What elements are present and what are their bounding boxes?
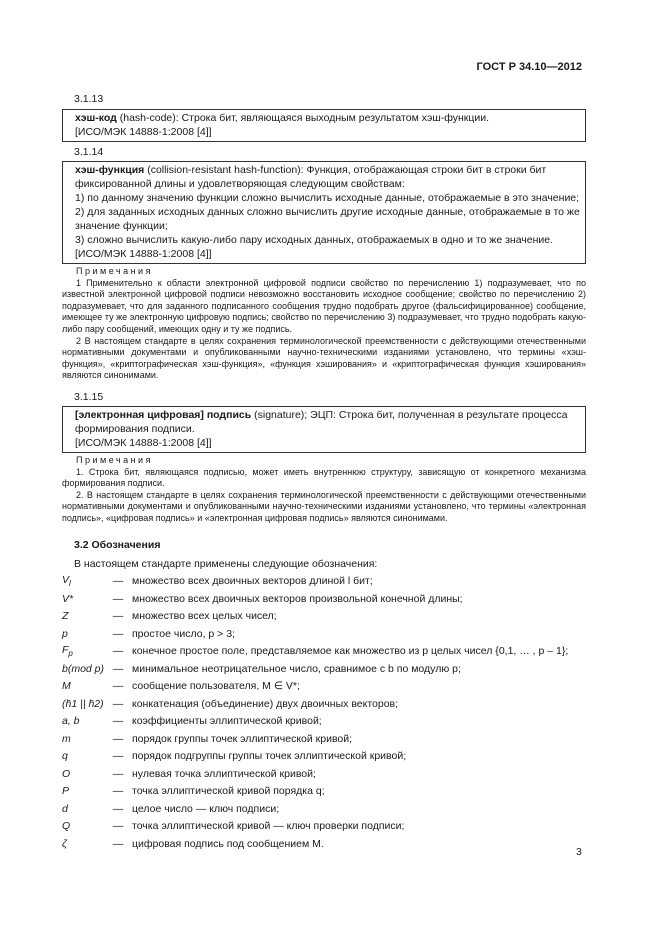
symbol-description: минимальное неотрицательное число, сравнимое с b по модулю p;: [132, 662, 461, 675]
dash: —: [112, 767, 124, 780]
symbol-description: множество всех двоичных векторов длиной l бит;: [132, 575, 373, 588]
symbol-text: q: [62, 750, 68, 763]
term-signature: [электронная цифровая] подпись: [75, 408, 252, 421]
term-hash-function: хэш-функция: [75, 164, 145, 176]
symbol-row: [62, 678, 568, 696]
symbol: [62, 748, 104, 766]
symbol-text: V*: [62, 592, 74, 605]
section-heading: 3.2 Обозначения: [74, 538, 161, 551]
term-box-signature: [62, 406, 586, 453]
symbol-description: коэффициенты эллиптической кривой;: [132, 715, 322, 728]
symbol-row: [62, 590, 568, 608]
symbol: [62, 818, 104, 836]
symbol-text: m: [62, 732, 71, 745]
symbol-description: множество всех двоичных векторов произвольной конечной длины;: [132, 592, 463, 605]
symbol-description: сообщение пользователя, M ∈ V*;: [132, 680, 300, 693]
symbol-text: Z: [62, 610, 69, 623]
dash: —: [112, 820, 124, 833]
symbol: [62, 590, 104, 608]
term-reference: [ИСО/МЭК 14888-1:2008 [4]]: [75, 248, 212, 260]
symbol-row: [62, 748, 568, 766]
note-2: 2 В настоящем стандарте в целях сохранения терминологической преемственности с действующими отечественными нормативными документами и опубликованными научно-техническими изданиями установлено, что термины «хэш-функция», «криптографическая хэш-функция», «функция хэширования» и «криптографическая функция хэширования» являются синонимами.: [62, 335, 586, 381]
symbol: [62, 713, 104, 731]
symbol: [62, 660, 104, 678]
document-header: ГОСТ Р 34.10—2012: [476, 61, 582, 73]
symbol-description: точка эллиптической кривой — ключ проверки подписи;: [132, 820, 405, 833]
property-3: 3) сложно вычислить какую-либо пару исходных данных, отображаемых в одно и то же значение.: [75, 234, 554, 246]
symbol-text: P: [62, 785, 70, 798]
section-intro: В настоящем стандарте применены следующие обозначения:: [74, 557, 378, 570]
symbol-text: a, b: [62, 715, 80, 728]
note-2: 2. В настоящем стандарте в целях сохранения терминологической преемственности с действующими отечественными нормативными документами и опубликованными научно-техническими изданиями установлено, что термины «электронная подпись», «цифровая подпись» и «электронная цифровая подпись» являются синонимами.: [62, 489, 586, 523]
symbol-row: [62, 695, 568, 713]
term-definition: (hash-code): Строка бит, являющаяся выходным результатом хэш-функции.: [116, 112, 490, 124]
symbol-row: [62, 573, 568, 591]
symbol-subscript: l: [69, 579, 71, 589]
symbol-description: порядок подгруппы группы точек эллиптической кривой;: [132, 750, 407, 763]
symbols-table: [62, 573, 568, 853]
symbol-text: b(mod p): [62, 662, 105, 675]
term-hash-code: хэш-код: [75, 112, 117, 124]
dash: —: [112, 785, 124, 798]
dash: —: [112, 645, 124, 658]
symbol-description: конечное простое поле, представляемое как множество из p целых чисел {0,1, … , p – 1};: [132, 645, 569, 658]
dash: —: [112, 837, 124, 850]
note-1: 1 Применительно к области электронной цифровой подписи свойство по перечислению 1) подразумевает, что по известной электронной цифровой подписи невозможно восстановить исходное сообщение; свойство по перечислению 2) подразумевает, что для заданного подписанного сообщения трудно подобрать другое (фальсифицированное) сообщение, имеющее ту же электронную цифровую подпись; свойство по перечислению 3) подразумевает, что трудно подобрать какую-либо пару сообщений, имеющих одну и ту же подпись.: [62, 277, 586, 334]
dash: —: [112, 575, 124, 588]
term-box-hash-code: [62, 109, 586, 142]
symbol-text: M: [62, 680, 71, 693]
term-number-3-1-14: 3.1.14: [74, 146, 104, 158]
page-body: [62, 90, 586, 853]
symbol-description: конкатенация (объединение) двух двоичных векторов;: [132, 697, 399, 710]
property-1: 1) по данному значению функции сложно вычислить исходные данные, отображаемые в это значение;: [75, 192, 580, 204]
symbol: [62, 608, 104, 626]
symbol-description: порядок группы точек эллиптической кривой;: [132, 732, 353, 745]
dash: —: [112, 662, 124, 675]
symbol: [62, 695, 104, 713]
symbol-text: V: [62, 574, 70, 587]
symbol-text: O: [62, 767, 71, 780]
property-2: 2) для заданных исходных данных сложно вычислить другие исходные данные, отображаемые в то же значение функции;: [75, 206, 580, 232]
symbol: [62, 625, 104, 643]
symbol-text: d: [62, 802, 68, 815]
symbol-row: [62, 800, 568, 818]
dash: —: [112, 610, 124, 623]
symbol-description: множество всех целых чисел;: [132, 610, 277, 623]
symbol-row: [62, 835, 568, 853]
symbol-text: p: [62, 627, 68, 640]
symbol-description: цифровая подпись под сообщением M.: [132, 837, 324, 850]
dash: —: [112, 697, 124, 710]
symbol-text: (h̄1 || h̄2): [62, 697, 104, 710]
notes-heading: Примечания: [76, 454, 153, 465]
page-number: 3: [576, 846, 582, 858]
notes-signature: [62, 455, 586, 525]
symbol-text: Q: [62, 820, 71, 833]
symbol: [62, 643, 104, 661]
symbol: [62, 835, 104, 853]
symbol-row: [62, 608, 568, 626]
symbol: [62, 730, 104, 748]
dash: —: [112, 592, 124, 605]
term-reference: [ИСО/МЭК 14888-1:2008 [4]]: [75, 126, 212, 138]
dash: —: [112, 680, 124, 693]
dash: —: [112, 750, 124, 763]
symbol-description: точка эллиптической кривой порядка q;: [132, 785, 325, 798]
symbol: [62, 800, 104, 818]
term-number-3-1-13: 3.1.13: [74, 93, 104, 105]
symbol-description: нулевая точка эллиптической кривой;: [132, 767, 316, 780]
symbol-row: [62, 643, 568, 661]
symbol-row: [62, 625, 568, 643]
symbol: [62, 765, 104, 783]
symbol-row: [62, 730, 568, 748]
symbol-row: [62, 660, 568, 678]
symbol: [62, 783, 104, 801]
term-definition: (signature); ЭЦП: Строка бит, полученная в результате процесса формирования подписи.: [75, 408, 568, 435]
notes-heading: Примечания: [76, 266, 153, 276]
symbol-subscript: p: [68, 649, 73, 659]
symbol-row: [62, 818, 568, 836]
symbol-row: [62, 713, 568, 731]
notes-hash-function: [62, 266, 586, 382]
symbol: [62, 573, 104, 591]
symbol: [62, 678, 104, 696]
dash: —: [112, 627, 124, 640]
symbol-description: простое число, p > 3;: [132, 627, 235, 640]
symbol-row: [62, 765, 568, 783]
term-number-3-1-15: 3.1.15: [74, 390, 104, 403]
term-reference: [ИСО/МЭК 14888-1:2008 [4]]: [75, 436, 212, 449]
note-1: 1. Строка бит, являющаяся подписью, может иметь внутреннюю структуру, зависящую от конкретного механизма формирования подписи.: [62, 466, 586, 489]
term-box-hash-function: [62, 161, 586, 264]
term-definition: (collision-resistant hash-function): Функция, отображающая строки бит в строки бит фиксированной длины и удовлетворяющая следующим свойствам:: [75, 164, 547, 190]
dash: —: [112, 802, 124, 815]
dash: —: [112, 715, 124, 728]
dash: —: [112, 732, 124, 745]
symbol-text: ζ: [62, 837, 67, 850]
symbol-row: [62, 783, 568, 801]
symbol-description: целое число — ключ подписи;: [132, 802, 280, 815]
symbol-text: F: [62, 644, 69, 657]
